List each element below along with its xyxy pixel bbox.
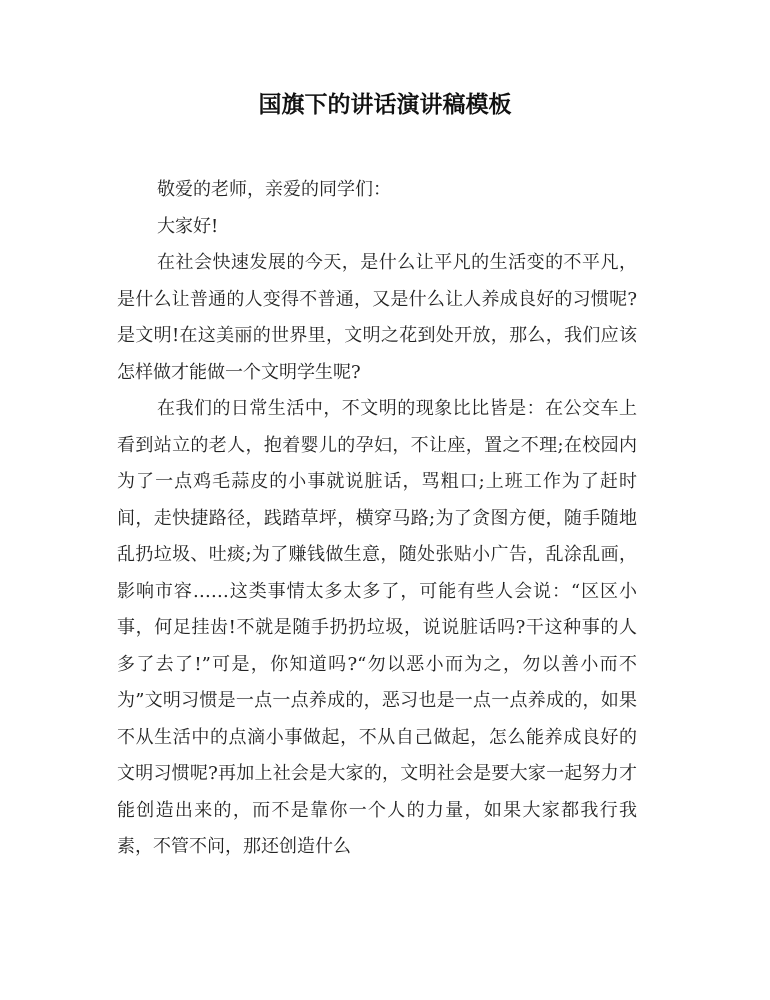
paragraph-greeting: 大家好! (157, 215, 219, 237)
paragraph-intro: 在社会快速发展的今天，是什么让平凡的生活变的不平凡，是什么让普通的人变得不普通，又是什么让人养成良好的习惯呢?是文明!在这美丽的世界里，文明之花到处开放，那么，我们应该怎样做才能做一个文明学生呢? (117, 252, 637, 383)
document-body (117, 172, 637, 866)
paragraph-main: 在我们的日常生活中，不文明的现象比比皆是：在公交车上看到站立的老人，抱着婴儿的孕妇，不让座，置之不理;在校园内为了一点鸡毛蒜皮的小事就说脏话，骂粗口;上班工作为了赶时间，走快捷路径，践踏草坪，横穿马路;为了贪图方便，随手随地乱扔垃圾、吐痰;为了赚钱做生意，随处张贴小广告，乱涂乱画，影响市容……这类事情太多太多了，可能有些人会说：“区区小事，何足挂齿!不就是随手扔扔垃圾，说说脏话吗?干这种事的人多了去了!”可是，你知道吗?“勿以恶小而为之，勿以善小而不为”文明习惯是一点一点养成的，恶习也是一点一点养成的，如果不从生活中的点滴小事做起，不从自己做起，怎么能养成良好的文明习惯呢?再加上社会是大家的，文明社会是要大家一起努力才能创造出来的，而不是靠你一个人的力量，如果大家都我行我素，不管不问，那还创造什么 (117, 398, 637, 857)
paragraph-salutation: 敬爱的老师，亲爱的同学们： (157, 179, 391, 200)
document-title: 国旗下的讲话演讲稿模板 (258, 92, 512, 118)
